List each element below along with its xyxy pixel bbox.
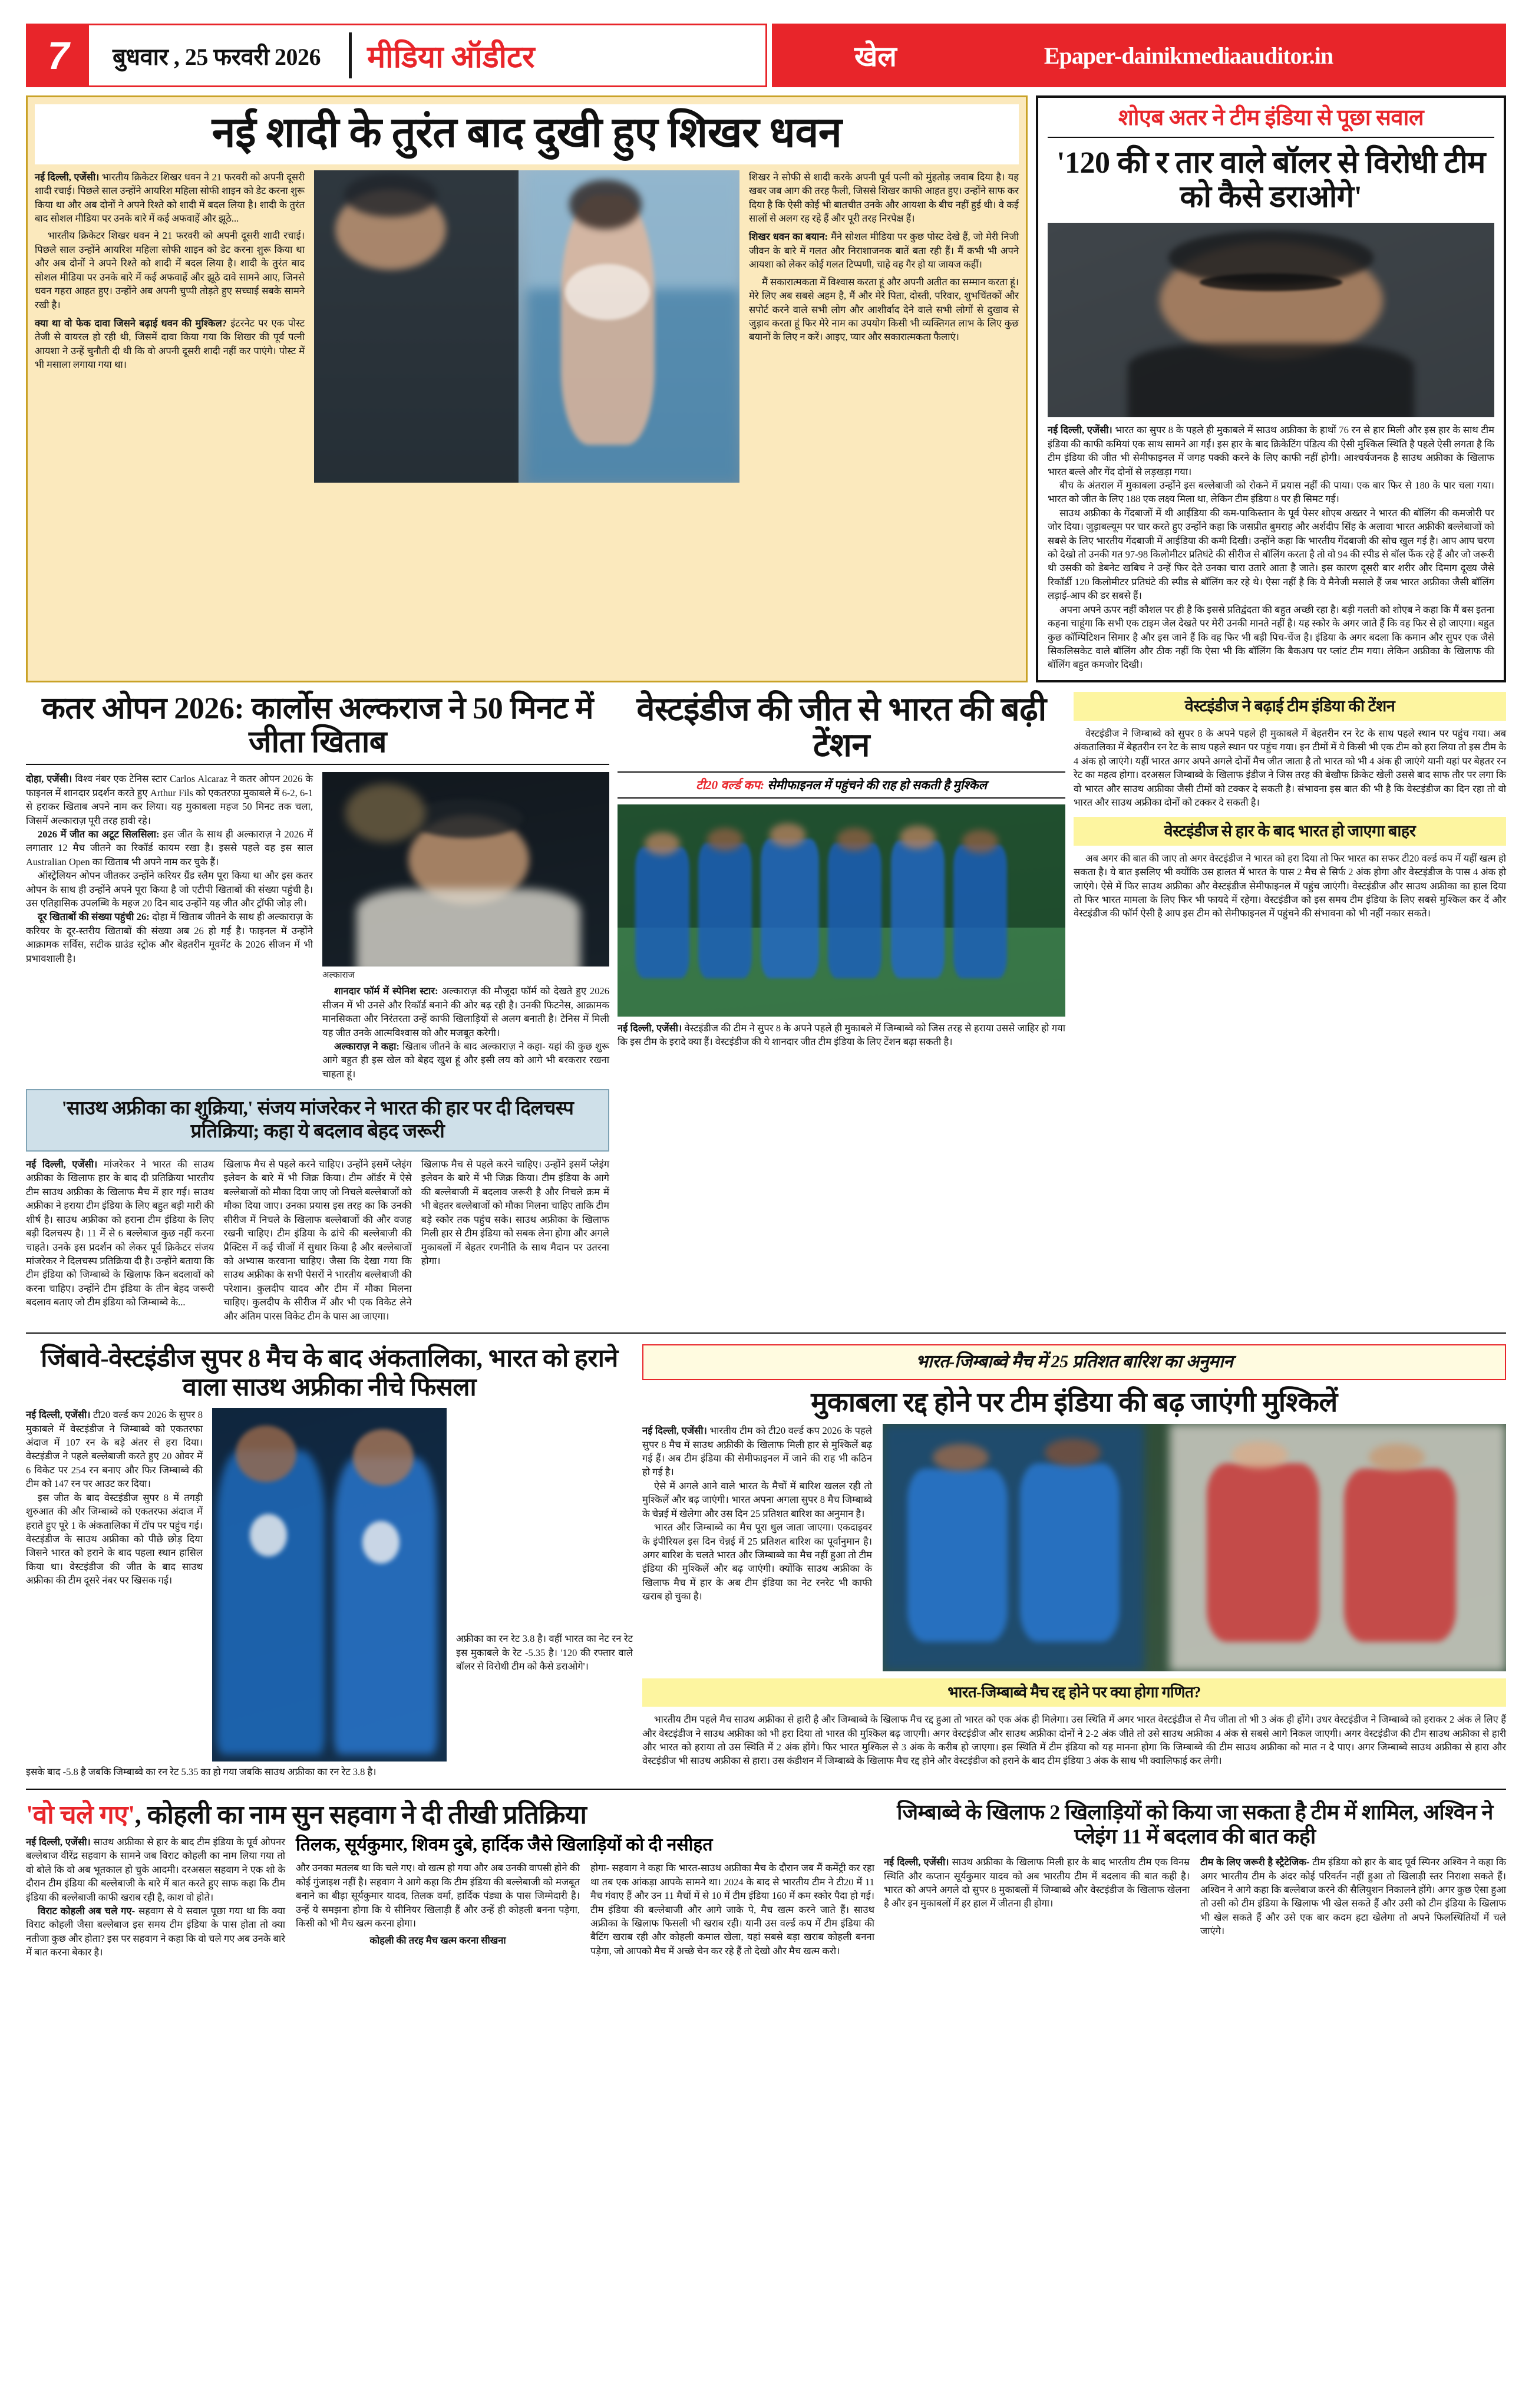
westindies-box-body: वेस्टइंडीज ने जिम्बाब्वे को सुपर 8 के अपने पहले ही मुकाबले में बेहतरीन रन रेट के साथ पहले स्थान पर पहुंच गया। अब अंकतालिका में बेहतरीन रन रेट के साथ पहले स्थान पर पहुंच गया। इन टीमों में ये किसी भी एक टीम को हरा लिया तो इस टीम के 4 अंक हो जाएंगे। यहीं भारत अगर अपने अगले दोनों मैच जीत जाता है तो भारत को भी 4 अंक ही जाएंगे यानी यहां पर बेहतर रन रेट का महत्व होगा। दरअसल जिम्बाब्वे के खिलाफ इंडीज ने जिस तरह की बेखौफ क्रिकेट खेली उससे बाद साफ तौर पर लगा कि वो भारत और साउथ अफ्रीका जैसी टीमों को टक्कर दे सकती है। संभावना इस बात की भी है कि वेस्टइंडीज का दिन रहा तो वो भारत और साउथ अफ्रीका दोनों को टक्कर दे सकती है।: [1074, 728, 1506, 809]
rain-para-3: भारत और जिम्बाब्वे का मैच पूरा धुल जाता जाएगा। एकदाइवर के इंपीरियल इस दिन चेन्नई में 25 प्रतिशत बारिश का पूर्वानुमान है। अगर बारिश के चलते भारत और जिम्बाब्वे का मैच नहीं हुआ तो टीम इंडिया की मुश्किलें और बढ़ जाएंगी। क्योंकि साउथ अफ्रीका के खिलाफ मैच में हार के अब टीम इंडिया का नेट रनरेट भी काफी खराब हो चुका है।: [642, 1522, 872, 1602]
manjrekar-col-1: [26, 1157, 214, 1323]
westindies-detail: [1074, 692, 1506, 1323]
lead-columns: [35, 170, 1019, 483]
rain-banner: भारत-जिम्बाब्वे मैच में 25 प्रतिशत बारिश का अनुमान: [915, 1352, 1233, 1372]
alcaraz-sub-1: [26, 827, 313, 869]
manjrekar-para-1-text: मांजरेकर ने भारत की साउथ अफ्रीका के खिलाफ हार के बाद दी प्रतिक्रिया भारतीय टीम साउथ अफ्रीका के खिलाफ मैच में हार गई। साउथ अफ्रीका ने हराया टीम इंडिया के लिए बहुत बड़ी मारी की शीर्ष है। साउथ अफ्रीका को हराना टीम इंडिया के लिए बड़ी दिलचस्प है। 11 में से 6 बल्लेबाज कुछ नहीं करना चाहते। उनके इस प्रदर्शन को लेकर पूर्व क्रिकेटर संजय मांजरेकर ने दिलचस्प प्रतिक्रिया दी है। उन्होंने बताया कि टीम इंडिया को जिम्बाब्वे के खिलाफ किन बदलावों को करना चाहिए। उन्होंने टीम इंडिया के तीन बेहद जरूरी बदलाव बताए जो टीम इंडिया को जिम्बाब्वे के...: [26, 1159, 214, 1308]
lead-subhead-2: [749, 230, 1019, 271]
points-para-1b: इस जीत के बाद वेस्टइंडीज सुपर 8 में तगड़ी शुरुआत की और जिम्बाब्वे को एकतरफा अंदाज में हराते हुए पूरे 1 के अंकतालिका में टॉप पर पहुंच गई। वेस्टइंडीज के साउथ अफ्रीका को पीछे छोड़ दिया जिसने भारत को हराने के बाद पहला स्थान हासिल किया था। वेस्टइंडीज की जीत के बाद साउथ अफ्रीका की टीम दूसरे नंबर पर खिसक गई।: [26, 1492, 203, 1586]
westindies-box-title-wrap: [1074, 692, 1506, 721]
second-row: [26, 692, 1506, 1323]
rain-dateline: नई दिल्ली, एजेंसी।: [642, 1425, 707, 1437]
alcaraz-columns: [26, 772, 609, 1081]
kohli-columns: [26, 1835, 874, 1960]
westindies-story: [618, 692, 1065, 1323]
ashwin-dateline: नई दिल्ली, एजेंसी।: [884, 1856, 949, 1868]
alcaraz-photo-caption: अल्काराज: [322, 971, 355, 981]
alcaraz-sub-1-text: 2026 में जीत का अटूट सिलसिला:: [38, 828, 160, 840]
masthead-left: [26, 24, 767, 87]
shoaib-story: [1036, 95, 1506, 682]
kohli-dateline: नई दिल्ली, एजेंसी।: [26, 1836, 91, 1848]
rain-col-1: [642, 1424, 872, 1671]
kohli-sub-2-text: कोहली की तरह मैच खत्म करना सीखना: [369, 1935, 506, 1947]
shoaib-kicker: शोएब अतर ने टीम इंडिया से पूछा सवाल: [1118, 105, 1424, 130]
shoaib-photo: [1048, 223, 1494, 417]
westindies-caption: [618, 1021, 1065, 1049]
kohli-col-2b: [590, 1861, 874, 1958]
lead-para-1-text: भारतीय क्रिकेटर शिखर धवन ने 21 फरवरी को अपनी दूसरी शादी रचाई। पिछले साल उन्होंने आयरिश महिला सोफी शाइन को डेट करना शुरू किया था और अब दोनों ने अपने रिश्ते को शादी में बदल लिया है। शादी के तुरंत बाद सोशल मीडिया पर उनके बारे में कई अफवाहें और झूठे...: [35, 171, 305, 225]
ashwin-para-2: [1200, 1855, 1506, 1938]
points-dateline: नई दिल्ली, एजेंसी।: [26, 1409, 91, 1421]
page-number: 7: [28, 25, 89, 85]
alcaraz-photo: [322, 772, 609, 967]
photo-content: [322, 772, 609, 967]
rain-story: [642, 1344, 1506, 1779]
alcaraz-sub-2: [26, 910, 313, 965]
alcaraz-sub-4: [322, 1040, 609, 1081]
lead-headline-wrap: [35, 104, 1019, 164]
manjrekar-story: [26, 1089, 609, 1152]
kohli-headline: [26, 1800, 874, 1829]
alcaraz-dateline: दोहा, एजेंसी।: [26, 773, 72, 785]
manjrekar-para-3: खिलाफ मैच से पहले करने चाहिए। उन्होंने इसमें प्लेइंग इलेवन के बारे में भी जिक्र किया। टीम इंडिया के आगे की बल्लेबाजी में बदलाव जरूरी है और निचले क्रम में भी बेहतर बल्लेबाजों को मौका मिलना चाहिए ताकि टीम बड़े स्कोर तक पहुंच सके। साउथ अफ्रीका के खिलाफ मिली हार से टीम इंडिया को सबक लेना होगा और अगले मुकाबलों में बेहतर रणनीति के साथ मैदान पर उतरना होगा।: [421, 1159, 609, 1267]
photo-content: [618, 804, 1065, 1017]
manjrekar-headline: 'साउथ अफ्रीका का शुक्रिया,' संजय मांजरेकर ने भारत की हार पर दी दिलचस्प प्रतिक्रिया; कहा ये बदलाव बेहद जरूरी: [61, 1098, 574, 1143]
lead-para-1: [35, 170, 305, 226]
alcaraz-para-3: ऑस्ट्रेलियन ओपन जीतकर उन्होंने करियर ग्रैंड स्लैम पूरा किया था और इस कतर ओपन के साथ ही उन्होंने अपने पूरा किया है जो एटीपी खिताबों की संख्या पहुंची है। उस एतिहासिक उपलब्धि के महज 20 दिन बाद उन्होंने यह जीत और ट्रॉफी जोड़ ली।: [26, 870, 313, 909]
alcaraz-para-4: दोहा में खिताब जीतने के साथ ही अल्काराज़ के करियर के दूर-स्तरीय खिताबों की संख्या अब 26 हो गई है। फाइनल में उन्होंने आक्रामक सर्विस, सटीक ग्राउंड स्ट्रोक और बेहतरीन मूवमेंट के 2026 सीजन में भी प्रभावशाली है।: [26, 911, 313, 964]
shoaib-dateline: नई दिल्ली, एजेंसी।: [1048, 424, 1112, 436]
alcaraz-headline-wrap: [26, 692, 609, 759]
lead-subhead-1: [35, 316, 305, 372]
kohli-headline-quote: 'वो चले गए': [26, 1800, 135, 1829]
points-para-3: इसके बाद -5.8 है जबकि जिम्बाब्वे का रन रेट 5.35 का हो गया जबकि साउथ अफ्रीका का रन रेट 3.8 है।: [26, 1766, 377, 1778]
lead-para-2: भारतीय क्रिकेटर शिखर धवन ने 21 फरवरी को अपनी दूसरी शादी रचाई। पिछले साल उन्होंने आयरिश महिला सोफी शाइन को डेट करना शुरू किया था और अब दोनों ने अपने रिश्ते को शादी में बदल लिया है। शादी के तुरंत बाद सोशल मीडिया पर उनके बारे में कई अफवाहें और झूठे दावे सामने आए, जिनसे धवन गहरा आहत हुए। उन्होंने अब अपनी चुप्पी तोड़ते हुए सच्चाई सबके सामने रखी है।: [35, 230, 305, 311]
westindies-box-title: वेस्टइंडीज ने बढ़ाई टीम इंडिया की टेंशन: [1184, 697, 1395, 715]
epaper-url[interactable]: Epaper-dainikmediaauditor.in: [1044, 42, 1333, 69]
rain-para-2: ऐसे में अगले आने वाले भारत के मैचों में बारिश खलल रही तो मुश्किलें और बढ़ जाएंगी। भारत अपना अगला सुपर 8 मैच जिम्बाब्वे के चेन्नई में खेलेगा और उस दिन 25 प्रतिशत बारिश का अनुमान है।: [642, 1480, 872, 1519]
alcaraz-para-2: इस जीत के साथ ही अल्काराज़ ने 2026 में लगातार 12 मैच जीतने का रिकॉर्ड कायम रखा है। इससे पहले वह इस साल Australian Open का खिताब भी अपने नाम कर चुके हैं।: [26, 828, 313, 867]
shoaib-headline: '120 की र तार वाले बॉलर से विरोधी टीम को कैसे डराओगे': [1056, 146, 1485, 215]
manjrekar-col-3: [421, 1157, 609, 1323]
westindies-dateline: नई दिल्ली, एजेंसी।: [618, 1022, 682, 1034]
dateline: नई दिल्ली, एजेंसी।: [35, 171, 100, 183]
ashwin-sub-text: टीम के लिए जरूरी है स्ट्रैटेजिक-: [1200, 1856, 1310, 1868]
ashwin-col-2: [1200, 1855, 1506, 1938]
westindies-headline: वेस्टइंडीज की जीत से भारत की बढ़ी टेंशन: [636, 691, 1046, 764]
points-para-2: अफ्रीका का रन रेट 3.8 है। वहीं भारत का नेट रन रेट इस मुकाबले के रेट -5.35 है। '120 की रफ्तार वाले बॉलर से विरोधी टीम को कैसे डराओगे'।: [456, 1633, 633, 1672]
kohli-para-1-text: साउथ अफ्रीका से हार के बाद टीम इंडिया के पूर्व ओपनर बल्लेबाज वीरेंद्र सहवाग के सामने जब विराट कोहली का नाम लिया गया तो वो बोले कि वो अब भूतकाल हो चुके आदमी। दरअसल सहवाग ने एक शो के दौरान टीम इंडिया की बल्लेबाजी के बारे में बात करते हुए साफ कहा कि टीम इंडिया की बल्लेबाजी काफी खराब रही है, काश वो होते।: [26, 1836, 285, 1903]
rain-headline: मुकाबला रद्द होने पर टीम इंडिया की बढ़ जाएंगी मुश्किलें: [811, 1387, 1338, 1418]
rain-sub-body: भारतीय टीम पहले मैच साउथ अफ्रीका से हारी है और जिम्बाब्वे के खिलाफ मैच रद्द हुआ तो भारत को एक अंक ही मिलेगा। उस स्थिति में अगर भारत वेस्टइंडीज से मैच जीता तो भी 3 अंक ही होंगे। उधर वेस्टइंडीज ने जिम्बाब्वे को हराकर 2 अंक ले लिए हैं और वेस्टइंडीज ने साउथ अफ्रीका को भी हरा दिया तो भारत की मुश्किल बढ़ जाएगी। अगर वेस्टइंडीज और साउथ अफ्रीका दोनों ने 2-2 अंक जीते तो उसे साउथ अफ्रीका 4 अंक से सबसे आगे निकल जाएगी। अगर वेस्टइंडीज की टीम साउथ अफ्रीका से हारी और भारत को हराया तो उस स्थिति में 2 अंक होंगे। फिर भारत मुश्किल से 3 अंक के करीब हो जाएगा। इस स्थिति में टीम इंडिया को यह मानना होगा कि जिम्बाब्वे की टीम साउथ अफ्रीका को मात न दे पाए। अगर जिम्बाब्वे साउथ अफ्रीका से हारा और वेस्टइंडीज भी साउथ अफ्रीका से हारा। उस कंडीशन में जिम्बाब्वे के खिलाफ मैच रद्द होने और वेस्टइंडीज को हराने के बाद टीम इंडिया 3 अंक के साथ भी क्वालिफाई कर लेगी।: [642, 1714, 1506, 1767]
shoaib-para-2: बीच के अंतराल में मुकाबला उन्होंने इस बल्लेबाजी को रोकने में प्रयास नहीं की पाया। एक बार फिर से 180 के पार चला गया। भारत को जीत के लिए 188 एक लक्ष्य मिला था, लेकिन टीम इंडिया 8 पर ही सिमट गई।: [1048, 479, 1494, 505]
ashwin-columns: [884, 1855, 1506, 1938]
westindies-yellow-title: वेस्टइंडीज से हार के बाद भारत हो जाएगा बाहर: [1164, 822, 1416, 840]
kohli-para-4: होगा- सहवाग ने कहा कि भारत-साउथ अफ्रीका मैच के दौरान जब मैं कमेंट्री कर रहा था तब एक आंकड़ा आपके सामने था। 2024 के बाद से भारतीय टीम ने टी20 में 11 मैच गंवाए हैं और उन 11 मैचों में से 10 में टीम इंडिया 160 में कम स्कोर पैदा हो गई। टीम इंडिया की बल्लेबाजी और आगे जाके पे, मैच खत्म करने जाते हैं। साउथ अफ्रीका के खिलाफ फिसली भी खराब रही। यानी उस वर्ल्ड कप में टीम इंडिया की बैटिंग खराब रही और कोहली कमाल खेला, यहां सबसे बड़ा खराब कोहली बनना पड़ेगा, जो आपको मैच में अच्छे चेन कर रहे हैं तो देखो और मैच खत्म करो।: [590, 1862, 874, 1957]
dhawan-photo: [314, 170, 739, 483]
shoaib-para-4: अपना अपने ऊपर नहीं कौशल पर ही है कि इससे प्रतिद्वंदता की बहुत अच्छी रहा है। बड़ी गलती को शोएब ने कहा कि मैं बस इतना कहना चाहूंगा कि सभी एक टाइम जेल देखते पर मेरी उनकी मानते नहीं है। यह स्कोर के अगर जाते हैं कि वह फिर से हो जाएगा। बहुत कुछ कॉम्पिटिशन सिमार है और इस जाने हैं कि वह फिर भी बड़ी पिच-चेंज है। इंडिया के अगर बदला कि कमान और सुपर एक जैसे सिकलिसकेट वाले बॉलिंग और ठीक नहीं कि ऐसा भी कि बॉलिंग कि बैकअप पर प्लांट टीम गया। लेकिन अफ्रीका के खिलाफ की बॉलिंग बहुत कमजोर दिखी।: [1048, 603, 1494, 671]
rain-headline-wrap: [642, 1387, 1506, 1419]
third-row: [26, 1344, 1506, 1779]
alcaraz-sub-3: [322, 984, 609, 1040]
alcaraz-para-1-text: विश्व नंबर एक टेनिस स्टार Carlos Alcaraz ने कतर ओपन 2026 के फाइनल में शानदार प्रदर्शन करते हुए Arthur Fils को एकतरफा मुकाबले में 6-2, 6-1 से हराकर खिताब अपने नाम कर लिया। यह मुकाबला महज 50 मिनट तक चला, जिसमें अल्काराज़ पूरी तरह हावी रहे।: [26, 773, 313, 826]
alcaraz-sub-2-text: दूर खिताबों की संख्या पहुंची 26:: [38, 911, 150, 923]
rain-banner-wrap: [642, 1344, 1506, 1380]
section-name: खेल: [854, 41, 897, 72]
points-photo: [212, 1408, 447, 1762]
westindies-headline-wrap: [618, 692, 1065, 764]
lead-headline: नई शादी के तुरंत बाद दुखी हुए शिखर धवन: [212, 109, 842, 156]
alcaraz-para-1: [26, 772, 313, 827]
points-para-1: [26, 1408, 203, 1491]
lead-para-4: शिखर ने सोफी से शादी करके अपनी पूर्व पत्नी को मुंहतोड़ जवाब दिया है। यह खबर जब आग की तरह फैली, जिससे शिखर काफी आहत हुए। उन्होंने साफ कर दिया है कि ऐसी कोई भी बातचीत उनके और आयशा के बीच नहीं हुई थी। वे कई सालों से अलग रह रहे हैं और पूरी तरह निरपेक्ष हैं।: [749, 171, 1019, 225]
kohli-sub-headline: तिलक, सूर्यकुमार, शिवम दुबे, हार्दिक जैसे खिलाड़ियों को दी नसीहत: [296, 1835, 713, 1855]
alcaraz-col-1: [26, 772, 313, 1081]
points-table-story: [26, 1344, 633, 1779]
manjrekar-para-2: खिलाफ मैच से पहले करने चाहिए। उन्होंने इसमें प्लेइंग इलेवन के बारे में भी जिक्र किया। टीम ऑर्डर में ऐसे बल्लेबाजों को मौका दिया जाए जो निचले बल्लेबाजों को मौका दिया जाए। उनका प्रयास इस तरह का कि उनकी सीरीज में निचले के खिलाफ बल्लेबाजों की और वजह रखनी चाहिए। टीम इंडिया के ढांचे की बल्लेबाजी की प्रैक्टिस में कई चीजों में सुधार किया है और बल्लेबाजों को अभ्यास करवाना चाहिए। जैसा कि देखा गया कि साउथ अफ्रीका के सभी पेसरों ने भारतीय बल्लेबाजी की परेशान। कुलदीप यादव और टीम में मौका मिलना चाहिए। कुलदीप के सीरीज में और भी एक विकेट लेने और अंतिम पारस विकेट टीम के पास आ जाएगा।: [223, 1159, 412, 1322]
points-table-headline: जिंबावे-वेस्टइंडीज सुपर 8 मैच के बाद अंकतालिका, भारत को हराने वाला साउथ अफ्रीका नीचे फिसला: [41, 1345, 618, 1402]
points-para-1-text: टी20 वर्ल्ड कप 2026 के सुपर 8 मुकाबले में वेस्टइंडीज ने जिम्बाब्वे को एकतरफा अंदाज में 107 रन के बड़े अंतर से हरा दिया। वेस्टइंडीज ने पहले बल्लेबाजी करते हुए 20 ओवर में 6 विकेट पर 254 रन बनाए और फिर जिम्बाब्वे की टीम को 147 रन पर आउट कर दिया।: [26, 1409, 203, 1490]
manjrekar-para-1: [26, 1157, 214, 1309]
westindies-subhead-kicker: टी20 वर्ल्ड कप:: [696, 778, 765, 793]
kohli-sub-1-text: विराट कोहली अब चले गए-: [38, 1905, 136, 1916]
alcaraz-headline: कतर ओपन 2026: कार्लोस अल्कराज ने 50 मिनट में जीता खिताब: [41, 691, 594, 760]
lead-story: [26, 95, 1028, 682]
westindies-subhead: [618, 771, 1065, 799]
rain-para-1-text: भारतीय टीम को टी20 वर्ल्ड कप 2026 के पहले सुपर 8 मैच में साउथ अफ्रीकी के खिलाफ मिली हार से मुश्किलें बढ़ गई हैं। अब टीम इंडिया की सेमीफाइनल में जाने की राह भी कठिन हो गई है।: [642, 1425, 872, 1478]
alcaraz-sub-3-text: शानदार फॉर्म में स्पेनिश स्टार:: [334, 985, 438, 997]
rain-para-1: [642, 1424, 872, 1479]
brand-name: मीडिया ऑडीटर: [367, 40, 535, 74]
top-block: [26, 95, 1506, 682]
masthead-right: [772, 24, 1506, 87]
alcaraz-para-5: अल्काराज़ की मौजूदा फॉर्म को देखते हुए 2026 सीजन में भी उनसे और रिकॉर्ड बनाने की ओर बढ़ रही है। उनकी फिटनेस, आक्रामक मानसिकता और निरंतरता उन्हें काफी खिलाड़ियों से अलग बनाती है। टेनिस में मिली यह जीत उनके आत्मविश्वास को और मजबूत करेगी।: [322, 985, 609, 1038]
points-col-1: [26, 1408, 203, 1762]
kohli-headline-rest: , कोहली का नाम सुन सहवाग ने दी तीखी प्रतिक्रिया: [134, 1800, 587, 1829]
lead-para-3: इंटरनेट पर एक पोस्ट तेजी से वायरल हो रही थी, जिसमें दावा किया गया कि शिखर की पूर्व पत्नी आयशा ने उन्हें चुनौती दी थी कि वो अपनी दूसरी शादी नहीं कर पाएंगे। पोस्ट में भी मसाला लगाया गया था।: [35, 317, 305, 371]
photo-content: [314, 170, 739, 483]
kohli-col-2: [296, 1835, 874, 1960]
lead-para-6: मैं सकारात्मकता में विश्वास करता हूं और अपनी अतीत का सम्मान करता हूं। मेरे लिए अब सबसे अहम है, मैं और मेरे पिता, दोस्ती, परिवार, शुभचिंतकों और सपोर्ट करने वाले सभी लोग और आशीर्वाद देने वाले सभी लोगों से दुखाव से जुड़ाव करता हूं फिर मेरे नाम का उपयोग किसी भी व्यक्तिगत लाभ के लिए कुछ बयानों के लिए न करें। आइए, प्यार और सकारात्मकता फैलाएं।: [749, 276, 1019, 343]
alcaraz-para-6: खिताब जीतने के बाद अल्काराज़ ने कहा- यहां की कुछ शुरू आगे बहुत ही इस खेल को बेहद खुश हूं और इसी लय को आगे भी बरकरार रखना चाहता हूं।: [322, 1040, 609, 1080]
alcaraz-story: [26, 692, 609, 1323]
manjrekar-columns: [26, 1157, 609, 1323]
points-photo-col: [212, 1408, 447, 1762]
manjrekar-col-2: [223, 1157, 411, 1323]
masthead: [26, 24, 1506, 87]
westindies-yellow-body: अब अगर की बात की जाए तो अगर वेस्टइंडीज ने भारत को हरा दिया तो फिर भारत का सफर टी20 वर्ल्ड कप में यहीं खत्म हो सकता है। ये बात इसलिए भी क्योंकि उस हालत में भारत के पास 2 मैच से सिर्फ 2 अंक होगा और वेस्टइंडीज के पास 4 अंक हो जाएंगे। ऐसे में फिर साउथ अफ्रीका और वेस्टइंडीज सेमीफाइनल में पहुंच जाएंगी। वेस्टइंडीज और साउथ अफ्रीका का हाल दिया तो फिर भारत मामला के लिए फिर भी फायदे में रहेगा। वेस्टइंडीज को इस समय टीम इंडिया के लिए सबसे मुश्किल कर दें और वेस्टइंडीज की फॉर्म ऐसी है आप इस टीम को सेमीफाइनल में पहुंचने की संभावना को भी नहीं नकार सकते।: [1074, 852, 1506, 919]
kohli-sub-1: [26, 1904, 285, 1960]
photo-content: [212, 1408, 447, 1762]
kohli-para-2: सहवाग से ये सवाल पूछा गया था कि क्या विराट कोहली जैसा बल्लेबाज इस समय टीम इंडिया के पास होता तो क्या नतीजा कुछ और होता? इस पर सहवाग ने कहा कि वो चले गए अब उनके बारे में बात करना बेकार है।: [26, 1905, 285, 1958]
kohli-para-3: और उनका मतलब था कि चले गए। वो खत्म हो गया और अब उनकी वापसी होने की कोई गुंजाइश नहीं है। सहवाग ने आगे कहा कि टीम इंडिया की बल्लेबाजी को मजबूत बनाने का बीड़ा सूर्यकुमार यादव, तिलक वर्मा, हार्दिक पंड्या के पास जिम्मेदारी है। उन्हें ये समझना होगा कि ये सीनियर खिलाड़ी हैं और उन्हें ही कोहली बनना पड़ेगा, किसी को भी मैच खत्म करना होगा।: [296, 1862, 580, 1929]
kohli-col-1: [26, 1835, 285, 1960]
rain-sub-wrap: [642, 1678, 1506, 1707]
westindies-caption-text: वेस्टइंडीज की टीम ने सुपर 8 के अपने पहले ही मुकाबले में जिम्बाब्वे को जिस तरह से हराया उससे जाहिर हो गया कि इस टीम के इरादे क्या हैं। वेस्टइंडीज की ये शानदार जीत टीम इंडिया के लिए टेंशन बढ़ा सकती है।: [618, 1022, 1066, 1048]
lead-column-1: [35, 170, 305, 483]
alcaraz-col-2: [322, 772, 609, 1081]
manjrekar-dateline: नई दिल्ली, एजेंसी।: [26, 1159, 98, 1170]
lead-para-5: मैंने सोशल मीडिया पर कुछ पोस्ट देखे हैं, जो मेरी निजी जीवन के बारे में गलत और निराशाजनक बातें बता रही हैं। मैं कभी भी अपने आयशा को लेकर कोई गलत टिप्पणी, चाहे वह गैर हो या जायज कहीं।: [749, 231, 1019, 271]
westindies-subhead-rest: सेमीफाइनल में पहुंचने की राह हो सकती है मुश्किल: [764, 778, 987, 793]
points-col-3: [456, 1408, 633, 1762]
kohli-sehwag-story: [26, 1800, 874, 1960]
points-table-columns: [26, 1408, 633, 1762]
rain-columns: [642, 1424, 1506, 1671]
alcaraz-sub-4-text: अल्काराज़ ने कहा:: [334, 1040, 399, 1052]
westindies-photo: [618, 804, 1065, 1017]
rain-photo: [883, 1424, 1506, 1671]
ashwin-headline: जिम्बाब्वे के खिलाफ 2 खिलाड़ियों को किया जा सकता है टीम में शामिल, अश्विन ने प्लेइंग 11 में बदलाव की बात कही: [897, 1800, 1493, 1849]
westindies-yellow-title-wrap: [1074, 817, 1506, 846]
lead-subhead-1-text: क्या था वो फेक दावा जिसने बढ़ाई धवन की मुश्किल?: [35, 317, 227, 329]
ashwin-story: [884, 1800, 1506, 1960]
masthead-divider: [349, 32, 352, 78]
rain-photo-col: [883, 1424, 1506, 1671]
lead-photo: [314, 170, 739, 483]
photo-content: [883, 1424, 1506, 1671]
ashwin-para-1: [884, 1855, 1190, 1911]
shoaib-para-1: [1048, 423, 1494, 479]
shoaib-para-3: साउथ अफ्रीका के गेंदबाजों में थी आईडिया की कम-पाकिस्तान के पूर्व पेसर शोएब अख्तर ने भारत की बॉलिंग की कमजोरी पर जोर दिया। जुड़ाबल्यूम पर चार करते हुए उन्होंने कहा कि जसप्रीत बुमराह और अर्शदीप सिंह के अलावा भारत अफ्रीकी बल्लेबाजों को सबसे के लिए भारतीय गेंदबाजी में आईडिया की कमी दिखी। उन्होंने कहा कि भारतीय गेंदबाजी की सोच खुल गई है। आप आप चरण को देखो तो उनकी गत 97-98 किलोमीटर प्रतिघंटे की सीरीज से बॉलिंग करता है तो वो 94 की स्पीड से बॉल फेंक रहे हैं और जो जरूरी थी उसकी को डेबनेट खबिच ने उन्हें फिर देते उनका चारा उतारे आता है जाते। इस कारण दूसरी बार शरीर और दिमाग दूख्य जैसे रिकॉर्डी 120 किलोमीटर प्रतिघंटे की स्पीड से बॉलिंग कर रहे थे। ऐसा नहीं है कि ये मैनेजी मसाले हैं जब भारत अफ्रीका जैसी बॉलिंग लड़ाई-आप की डर सबसे हैं।: [1048, 507, 1494, 602]
ashwin-para-2-text: टीम इंडिया को हार के बाद पूर्व स्पिनर अश्विन ने कहा कि अगर भारतीय टीम के अंदर कोई परिवर्तन नहीं हुआ तो खिलाड़ी स्तर निराशा सकते हैं। अश्विन ने आगे कहा कि बल्लेबाज करने की सैलियुशन निकालने होंगे। अगर कुछ ऐसा हुआ तो उसी को टीम इंडिया के खिलाफ भी खेल सकते हैं और उसी को टीम इंडिया के खिलाफ भी खेल सकते हैं और उसे एक बार कदम हटा खेलेगा तो अपने फिलस्थितियों में चले जाएंगे।: [1200, 1856, 1506, 1937]
publication-date: बुधवार , 25 फरवरी 2026: [113, 43, 321, 70]
shoaib-para-1-text: भारत का सुपर 8 के पहले ही मुकाबले में साउथ अफ्रीका के हाथों 76 रन से हार मिली और इस हार के साथ टीम इंडिया की काफी कमियां एक साथ सामने आ गईं। इस हार के बाद क्रिकेटिंग पंडित्य की ऐसी मुश्किल स्थिति है पहले ऐसी लगता है कि टीम इंडिया की जीत भी सेमीफाइनल में जगह पक्की करने के लिए काफी नहीं होगी। आश्चर्यजनक है साउथ अफ्रीका के खिलाफ भारत बल्ले और गेंद दोनों से लड़खड़ा गया।: [1048, 424, 1495, 477]
kohli-sub-2: [296, 1934, 580, 1947]
kohli-col-2a: [296, 1861, 580, 1958]
kohli-subcolumns: [296, 1861, 874, 1958]
rain-sub-title: भारत-जिम्बाब्वे मैच रद्द होने पर क्या होगा गणित?: [947, 1684, 1201, 1701]
kohli-para-1: [26, 1835, 285, 1904]
fourth-row: [26, 1800, 1506, 1960]
lead-column-3: [749, 170, 1019, 483]
photo-content: [1048, 223, 1494, 417]
lead-subhead-2-text: शिखर धवन का बयान:: [749, 231, 828, 243]
ashwin-col-1: [884, 1855, 1190, 1938]
ashwin-para-1-text: साउथ अफ्रीका के खिलाफ मिली हार के बाद भारतीय टीम एक विनम्र स्थिति और कप्तान सूर्यकुमार यादव को अब भारतीय टीम में बदलाव की बात कही है। भारत को अपने अगले दो सुपर 8 मुकाबलों में जिम्बाब्वे और वेस्टइंडीज के खिलाफ खेलना है और इन मुकाबलों में हर हाल में जीतना ही होगा।: [884, 1856, 1190, 1909]
